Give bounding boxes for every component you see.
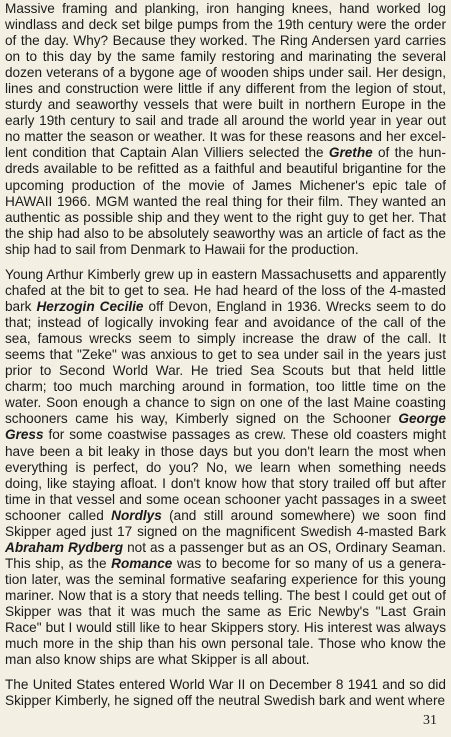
text-run: man also know ships are what Skipper is all about. [5, 652, 310, 668]
text-run: seems that "Zeke" was anxious to get to sea under sail in the years just [5, 347, 446, 363]
text-line [5, 411, 446, 427]
text-line [5, 588, 446, 604]
text-run: schooner called [5, 507, 112, 523]
ship-name: Grethe [328, 145, 373, 161]
text-run: for some coastwise passages as crew. These old coasters might [43, 427, 446, 443]
text-run: mariner. Now that is a story that needs telling. The best I could get out of [5, 587, 446, 603]
text-run: on to this day by the same family restoring and marinating the several [5, 49, 446, 65]
ship-name: Nordlys [111, 507, 162, 523]
text-run: The United States entered World War II on December 8 1941 and so did [5, 677, 446, 692]
text-run: bark [5, 299, 37, 315]
text-run: everything is perfect, do you? No, we learn when something needs [5, 459, 446, 475]
text-line [5, 129, 446, 145]
text-run: Massive framing and planking, iron hanging knees, hand worked log [5, 1, 446, 16]
text-run: sea, famous wrecks seem to simply increase the draw of the call. It [5, 331, 446, 347]
text-line [5, 652, 446, 668]
paragraph-2 [5, 267, 446, 668]
text-line [5, 572, 446, 588]
text-run: schooners came his way, Kimberly signed on the Schooner [5, 411, 399, 427]
text-line [5, 65, 446, 81]
text-run: water. Soon enough a chance to sign on one of the last Maine coasting [5, 395, 446, 411]
text-line [5, 49, 446, 65]
text-line [5, 17, 446, 33]
text-line [5, 427, 446, 443]
text-run: tion later, was the seminal formative seafaring experience for this young [5, 571, 446, 587]
text-run: Young Arthur Kimberly grew up in eastern Massachusetts and apparently [5, 267, 446, 282]
text-run: upcoming production of the movie of James Michener's epic tale of [5, 177, 446, 193]
ship-name: George [398, 411, 446, 427]
text-line [5, 363, 446, 379]
text-line [5, 242, 446, 258]
ship-name: Gress [5, 427, 44, 443]
text-line [5, 556, 446, 572]
text-line [5, 476, 446, 492]
text-run: Skipper Kimberly, he signed off the neutral Swedish bark and went where [5, 693, 446, 709]
text-run: Skipper aged just 17 signed on the magnificent Swedish 4-masted Bark [5, 523, 446, 539]
text-run: windlass and deck set bilge pumps from the 19th century were the order [5, 17, 446, 33]
text-run: not as a passenger but as an OS, Ordinary Seaman. [123, 539, 446, 555]
text-line [5, 283, 446, 299]
text-run: that; instead of logically invoking fear and avoidance of the call of the [5, 315, 446, 331]
text-line [5, 194, 446, 210]
text-run: lent condition that Captain Alan Villiers selected the [5, 145, 329, 161]
ship-name: Herzogin Cecilie [36, 299, 144, 315]
text-run: charm; too much marching around in formation, too little time on the [5, 379, 446, 395]
text-line [5, 508, 446, 524]
text-run: chafed at the bit to get to sea. He had heard of the loss of the 4-masted [5, 283, 446, 299]
text-line [5, 331, 446, 347]
text-line [5, 620, 446, 636]
text-line [5, 161, 446, 177]
text-run: This ship, as the [5, 555, 112, 571]
text-run: Skipper was that it was much the same as Eric Newby's "Last Grain [5, 603, 446, 619]
page-number: 31 [423, 713, 437, 728]
text-line [5, 492, 446, 508]
text-line [5, 267, 446, 283]
text-run: lines and construction were little if any different from the legion of stout, [5, 81, 446, 97]
text-line [5, 81, 446, 97]
text-run: HAWAII 1966. MGM wanted the real thing for their film. They wanted an [5, 193, 446, 209]
text-run: dreds available to be refitted as a faithful and beautiful brigantine for the [5, 161, 446, 177]
text-line [5, 693, 446, 709]
text-line [5, 395, 446, 411]
paragraph-3 [5, 677, 446, 709]
text-run: was to become for so many of us a genera- [172, 555, 446, 571]
text-line [5, 524, 446, 540]
text-line [5, 299, 446, 315]
text-run: dozen veterans of a bygone age of wooden ships under sail. Her design, [5, 65, 446, 81]
text-run: sturdy and seaworthy vessels that were built in northern Europe in the [5, 97, 446, 113]
text-run: prior to Second World War. He tried Sea Scouts but that held little [5, 363, 446, 379]
text-line [5, 379, 446, 395]
text-run: early 19th century to sail and trade all around the world year in year out [5, 113, 446, 129]
text-run: ship had to sail from Denmark to Hawaii for the production. [5, 241, 359, 257]
text-run: of the hun- [372, 145, 446, 161]
text-run: (and still around somewhere) we soon find [161, 507, 446, 523]
text-line [5, 33, 446, 49]
text-run: Race" but I would still like to hear Skippers story. His interest was always [5, 620, 446, 636]
text-line [5, 677, 446, 693]
text-run: off Devon, England in 1936. Wrecks seem to do [143, 299, 446, 315]
text-line [5, 113, 446, 129]
text-run: of the day. Why? Because they worked. The Ring Andersen yard carries [5, 33, 446, 49]
text-line [5, 444, 446, 460]
paragraph-1 [5, 1, 446, 258]
text-line [5, 347, 446, 363]
text-run: time in that vessel and some ocean schooner yacht passages in a sweet [5, 491, 446, 507]
text-run: the ship had also to be absolutely seaworthy was an article of fact as the [5, 225, 446, 241]
text-run: no matter the season or weather. It was for these reasons and her excel- [5, 129, 446, 145]
text-line [5, 178, 446, 194]
text-run: doing, like staying afloat. I don't know how that story trailed off but after [5, 475, 446, 491]
text-line [5, 636, 446, 652]
text-line [5, 210, 446, 226]
ship-name: Abraham Rydberg [5, 539, 124, 555]
text-run: much more in the ship than his own personal tale. Those who know the [5, 636, 446, 652]
text-line [5, 460, 446, 476]
ship-name: Romance [111, 555, 173, 571]
text-line [5, 145, 446, 161]
text-line [5, 540, 446, 556]
text-line [5, 604, 446, 620]
text-line [5, 1, 446, 17]
text-line [5, 97, 446, 113]
text-line [5, 315, 446, 331]
text-line [5, 226, 446, 242]
text-run: authentic as possible ship and they went to the right guy to get her. That [5, 209, 446, 225]
text-run: have been a bit leaky in those days but you don't learn the most when [5, 443, 446, 459]
